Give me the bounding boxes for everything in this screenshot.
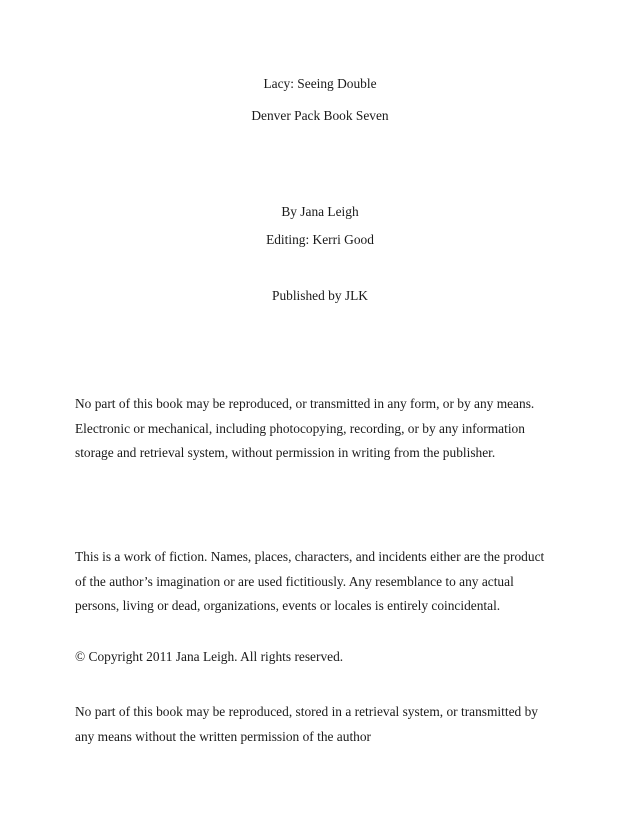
notice-line: storage and retrieval system, without permission in writing from the publisher. [75, 445, 496, 460]
permission-line: any means without the written permission of the author [75, 728, 372, 744]
disclaimer-line: of the author’s imagination or are used fictitiously. Any resemblance to any actual [75, 573, 514, 589]
author-permission-paragraph [75, 700, 575, 749]
copyright-paragraph [75, 645, 575, 670]
publisher-credit: Published by JLK [272, 288, 368, 303]
editing-credit: Editing: Kerri Good [266, 232, 374, 247]
series-title: Denver Pack Book Seven [251, 108, 389, 123]
fiction-disclaimer-paragraph [75, 545, 575, 619]
disclaimer-line: This is a work of fiction. Names, places, characters, and incidents either are the product [75, 549, 545, 564]
disclaimer-line: persons, living or dead, organizations, events or locales is entirely coincidental. [75, 598, 501, 613]
book-title: Lacy: Seeing Double [263, 76, 377, 91]
notice-line: Electronic or mechanical, including photocopying, recording, or by any information [75, 420, 525, 436]
reproduction-notice-paragraph [75, 392, 575, 466]
permission-line: No part of this book may be reproduced, stored in a retrieval system, or transmitted by [75, 704, 538, 719]
author-credit: By Jana Leigh [281, 204, 359, 219]
notice-line: No part of this book may be reproduced, or transmitted in any form, or by any means. [75, 396, 535, 411]
copyright-line: © Copyright 2011 Jana Leigh. All rights reserved. [75, 649, 344, 664]
